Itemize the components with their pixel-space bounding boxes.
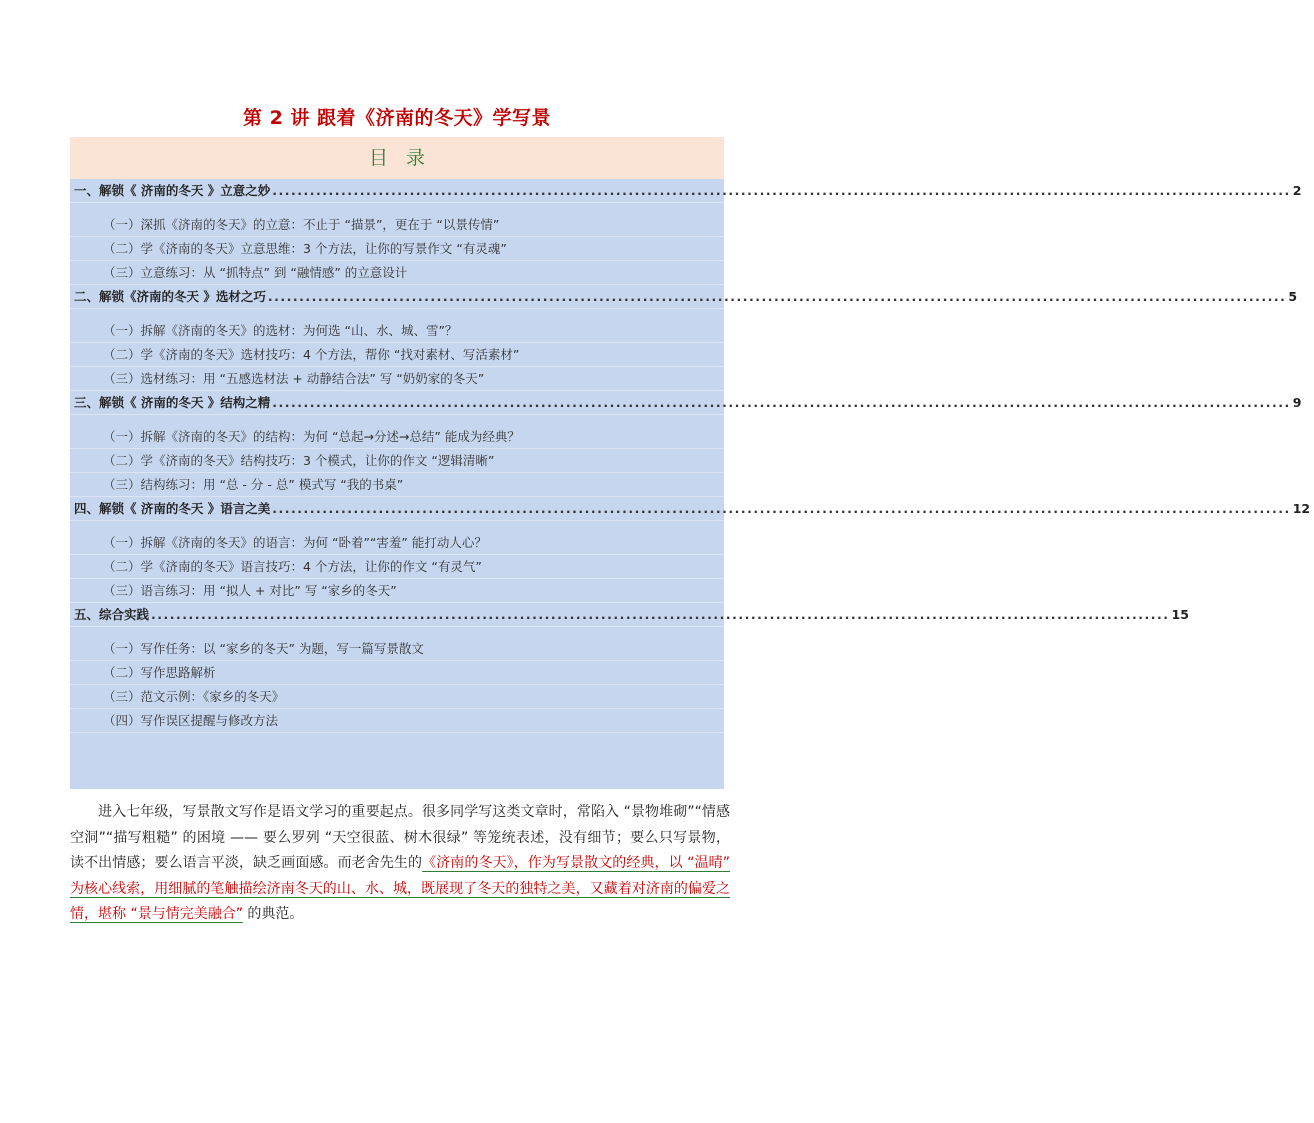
intro-text: 进入七年级，写景散文写作是语文学习的重要起点。很多同学写这类文章时，常陷入 “景物堆砌”“情感空洞”“描写粗糙” 的困境 —— 要么罗列 “天空很蓝、树木很绿” 等笼统表述，没有细节；要么只写景物，读不出情感；要么语言平淡，缺乏画面感。而老舍先生的 bbox=[70, 804, 730, 872]
toc-item[interactable]: （一）拆解《济南的冬天》的结构：为何 “总起→分述→总结” 能成为经典？ bbox=[70, 425, 724, 449]
table-of-contents bbox=[70, 137, 1311, 789]
toc-page-number: 9 bbox=[1292, 395, 1302, 410]
intro-text-end: 的典范。 bbox=[242, 906, 304, 923]
toc-leader-dots: ................................................................................................................................................................... bbox=[151, 607, 1170, 622]
toc-leader-dots: ................................................................................................................................................................... bbox=[272, 501, 1291, 516]
toc-leader-dots: ................................................................................................................................................................... bbox=[272, 183, 1291, 198]
toc-section-title: 二、解锁《济南的冬天 》选材之巧 bbox=[74, 289, 266, 304]
toc-item[interactable]: （一）写作任务：以 “家乡的冬天” 为题，写一篇写景散文 bbox=[70, 637, 724, 661]
toc-item[interactable]: （三）立意练习：从 “抓特点” 到 “融情感” 的立意设计 bbox=[70, 261, 724, 285]
toc-item[interactable]: （三）语言练习：用 “拟人 + 对比” 写 “家乡的冬天” bbox=[70, 579, 724, 603]
toc-section-title: 五、综合实践 bbox=[74, 607, 150, 622]
toc-page-number: 5 bbox=[1288, 289, 1298, 304]
toc-item[interactable]: （二）学《济南的冬天》结构技巧：3 个模式，让你的作文 “逻辑清晰” bbox=[70, 449, 724, 473]
toc-item[interactable]: （一）拆解《济南的冬天》的选材：为何选 “山、水、城、雪”？ bbox=[70, 319, 724, 343]
toc-item[interactable]: （一）拆解《济南的冬天》的语言：为何 “卧着”“害羞” 能打动人心？ bbox=[70, 531, 724, 555]
toc-section[interactable] bbox=[70, 285, 1298, 309]
page-title: 第 2 讲 跟着《济南的冬天》学写景 bbox=[242, 107, 552, 129]
toc-heading: 目录 bbox=[70, 137, 724, 179]
toc-leader-dots: ................................................................................................................................................................... bbox=[267, 289, 1287, 304]
toc-item[interactable]: （二）写作思路解析 bbox=[70, 661, 724, 685]
toc-section[interactable] bbox=[70, 391, 1302, 415]
toc-leader-dots: ................................................................................................................................................................... bbox=[272, 395, 1291, 410]
toc-section-title: 三、解锁《 济南的冬天 》结构之精 bbox=[74, 395, 271, 410]
toc-item[interactable]: （三）选材练习：用 “五感选材法 + 动静结合法” 写 “奶奶家的冬天” bbox=[70, 367, 724, 391]
toc-item[interactable]: （三）结构练习：用 “总 - 分 - 总” 模式写 “我的书桌” bbox=[70, 473, 724, 497]
toc-body bbox=[70, 179, 1311, 733]
toc-section-title: 四、解锁《 济南的冬天 》语言之美 bbox=[74, 501, 271, 516]
toc-page-number: 15 bbox=[1171, 607, 1189, 622]
toc-item[interactable]: （一）深抓《济南的冬天》的立意：不止于 “描景”，更在于 “以景传情” bbox=[70, 213, 724, 237]
toc-section[interactable] bbox=[70, 497, 1311, 521]
toc-section[interactable] bbox=[70, 603, 1189, 627]
toc-item[interactable]: （二）学《济南的冬天》立意思维：3 个方法，让你的写景作文 “有灵魂” bbox=[70, 237, 724, 261]
toc-item[interactable]: （二）学《济南的冬天》语言技巧：4 个方法，让你的作文 “有灵气” bbox=[70, 555, 724, 579]
toc-item[interactable]: （二）学《济南的冬天》选材技巧：4 个方法，帮你 “找对素材、写活素材” bbox=[70, 343, 724, 367]
intro-paragraph bbox=[70, 800, 730, 928]
toc-item[interactable]: （四）写作误区提醒与修改方法 bbox=[70, 709, 724, 733]
intro-highlight: 《济南的冬天》，作为写景散文的经典，以 “温晴” 为核心线索，用细腻的笔触描绘济南冬天的山、水、城，既展现了冬天的独特之美，又藏着对济南的偏爱之情，堪称 “景与情完美融合” bbox=[70, 855, 730, 923]
toc-section[interactable] bbox=[70, 179, 1302, 203]
toc-page-number: 12 bbox=[1292, 501, 1311, 516]
toc-section-title: 一、解锁《 济南的冬天 》立意之妙 bbox=[74, 183, 271, 198]
toc-page-number: 2 bbox=[1292, 183, 1302, 198]
toc-item[interactable]: （三）范文示例：《家乡的冬天》 bbox=[70, 685, 724, 709]
